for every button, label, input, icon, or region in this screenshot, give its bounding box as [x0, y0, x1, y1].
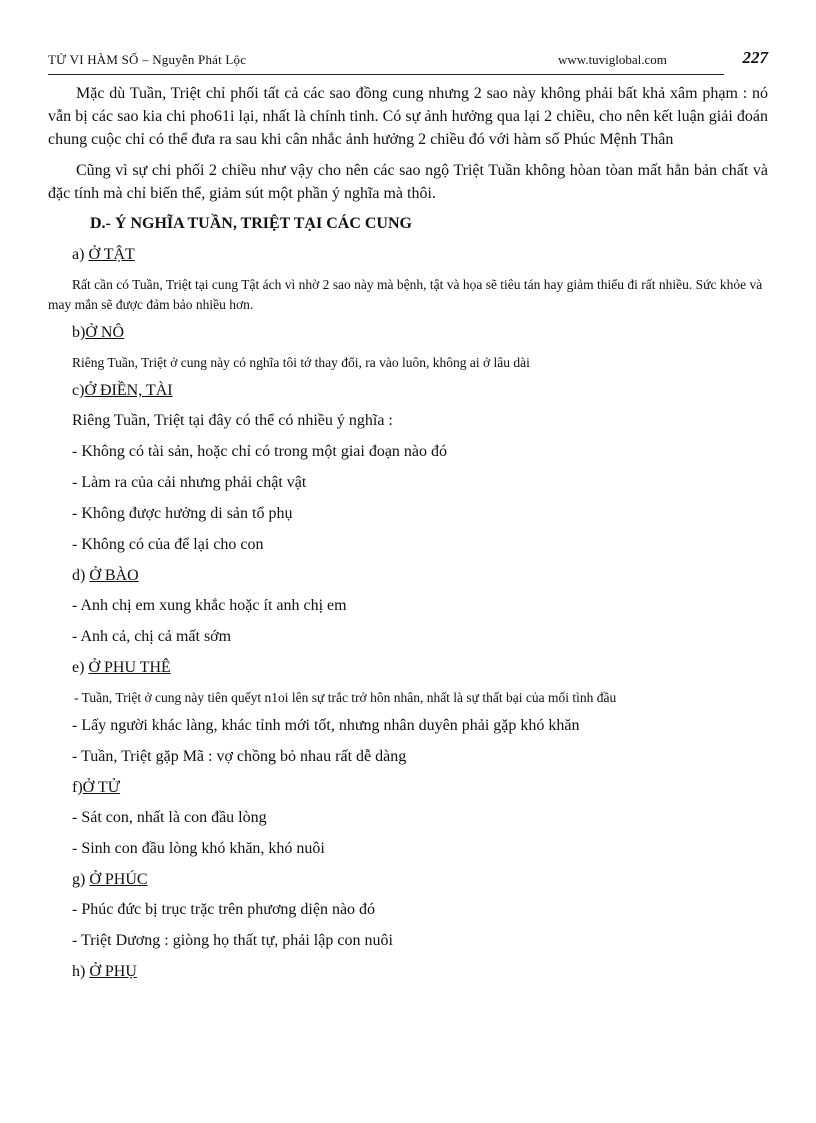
subheading-phu: h) Ở PHỤ	[72, 963, 137, 980]
tat-text: Rất cần có Tuần, Triệt tại cung Tật ách vì nhờ 2 sao này mà bệnh, tật và họa sẽ tiêu tán hay giảm thiểu đi rất nhiều. Sức khỏe và may mắn sẽ được đảm bảo nhiều hơn.	[48, 277, 763, 312]
subheading-phu-the: e) Ở PHU THÊ	[72, 659, 171, 676]
phu-the-text: - Tuần, Triệt ở cung này tiên quếyt n1oi lên sự trắc trở hôn nhân, nhất là sự thất bại của mối tình đầu	[74, 690, 617, 705]
intro-paragraph: Cũng vì sự chi phối 2 chiều như vậy cho nên các sao ngộ Triệt Tuần không hòan tòan mất hẳn bản chất và đặc tính mà chỉ biến thể, giảm sút một phần ý nghĩa mà thôi.	[48, 162, 768, 202]
list-item: - Phúc đức bị trục trặc trên phương diện nào đó	[72, 901, 376, 918]
list-item: - Sinh con đầu lòng khó khăn, khó nuôi	[72, 840, 325, 857]
page-number: 227	[742, 48, 768, 67]
book-title: TỬ VI HÀM SỐ – Nguyễn Phát Lộc	[48, 52, 247, 67]
list-item: - Anh chị em xung khắc hoặc ít anh chị em	[72, 597, 347, 614]
subheading-phuc: g) Ở PHÚC	[72, 871, 148, 888]
no-text: Riêng Tuần, Triệt ở cung này có nghĩa tôi tớ thay đổi, ra vào luôn, không ai ở lâu dài	[72, 355, 530, 370]
subheading-bao: d) Ở BÀO	[72, 567, 139, 584]
subheading-no: b)Ở NÔ	[72, 324, 124, 341]
subheading-tu: f)Ở TỬ	[72, 779, 121, 796]
subheading-tat: a) Ở TẬT	[72, 246, 135, 263]
list-item: - Không có của để lại cho con	[72, 536, 264, 553]
list-item: - Lấy người khác làng, khác tỉnh mới tốt, nhưng nhân duyên phải gặp khó khăn	[72, 717, 580, 734]
list-item: - Triệt Dương : giòng họ thất tự, phải lập con nuôi	[72, 932, 393, 949]
website-url: www.tuviglobal.com	[558, 52, 667, 67]
header-divider	[48, 74, 724, 75]
page-header	[48, 48, 772, 74]
list-item: - Không có tài sản, hoặc chỉ có trong một giai đoạn nào đó	[72, 443, 448, 460]
list-item: - Anh cả, chị cả mất sớm	[72, 628, 232, 645]
intro-paragraph: Mặc dù Tuần, Triệt chỉ phối tất cả các sao đồng cung nhưng 2 sao này không phải bất khả xâm phạm : nó vẫn bị các sao kia chi pho61i lại, nhất là chính tinh. Có sự ảnh hưởng qua lại 2 chiều, cho nên kết luận giải đoán chung cuộc chỉ có thể đưa ra sau khi cân nhắc ảnh hưởng 2 chiều đó với hàm số Phúc Mệnh Thân	[48, 85, 768, 148]
page-body	[48, 82, 768, 992]
list-item: - Không được hưởng di sản tổ phụ	[72, 505, 293, 522]
list-item: - Sát con, nhất là con đầu lòng	[72, 809, 267, 826]
list-item: - Làm ra của cải nhưng phải chật vật	[72, 474, 307, 491]
list-item: - Tuần, Triệt gặp Mã : vợ chồng bỏ nhau rất dễ dàng	[72, 748, 407, 765]
list-item: Riêng Tuần, Triệt tại đây có thể có nhiều ý nghĩa :	[72, 412, 393, 429]
subheading-dien-tai: c)Ở ĐIỀN, TÀI	[72, 382, 173, 399]
section-heading: D.- Ý NGHĨA TUẦN, TRIỆT TẠI CÁC CUNG	[90, 215, 412, 232]
